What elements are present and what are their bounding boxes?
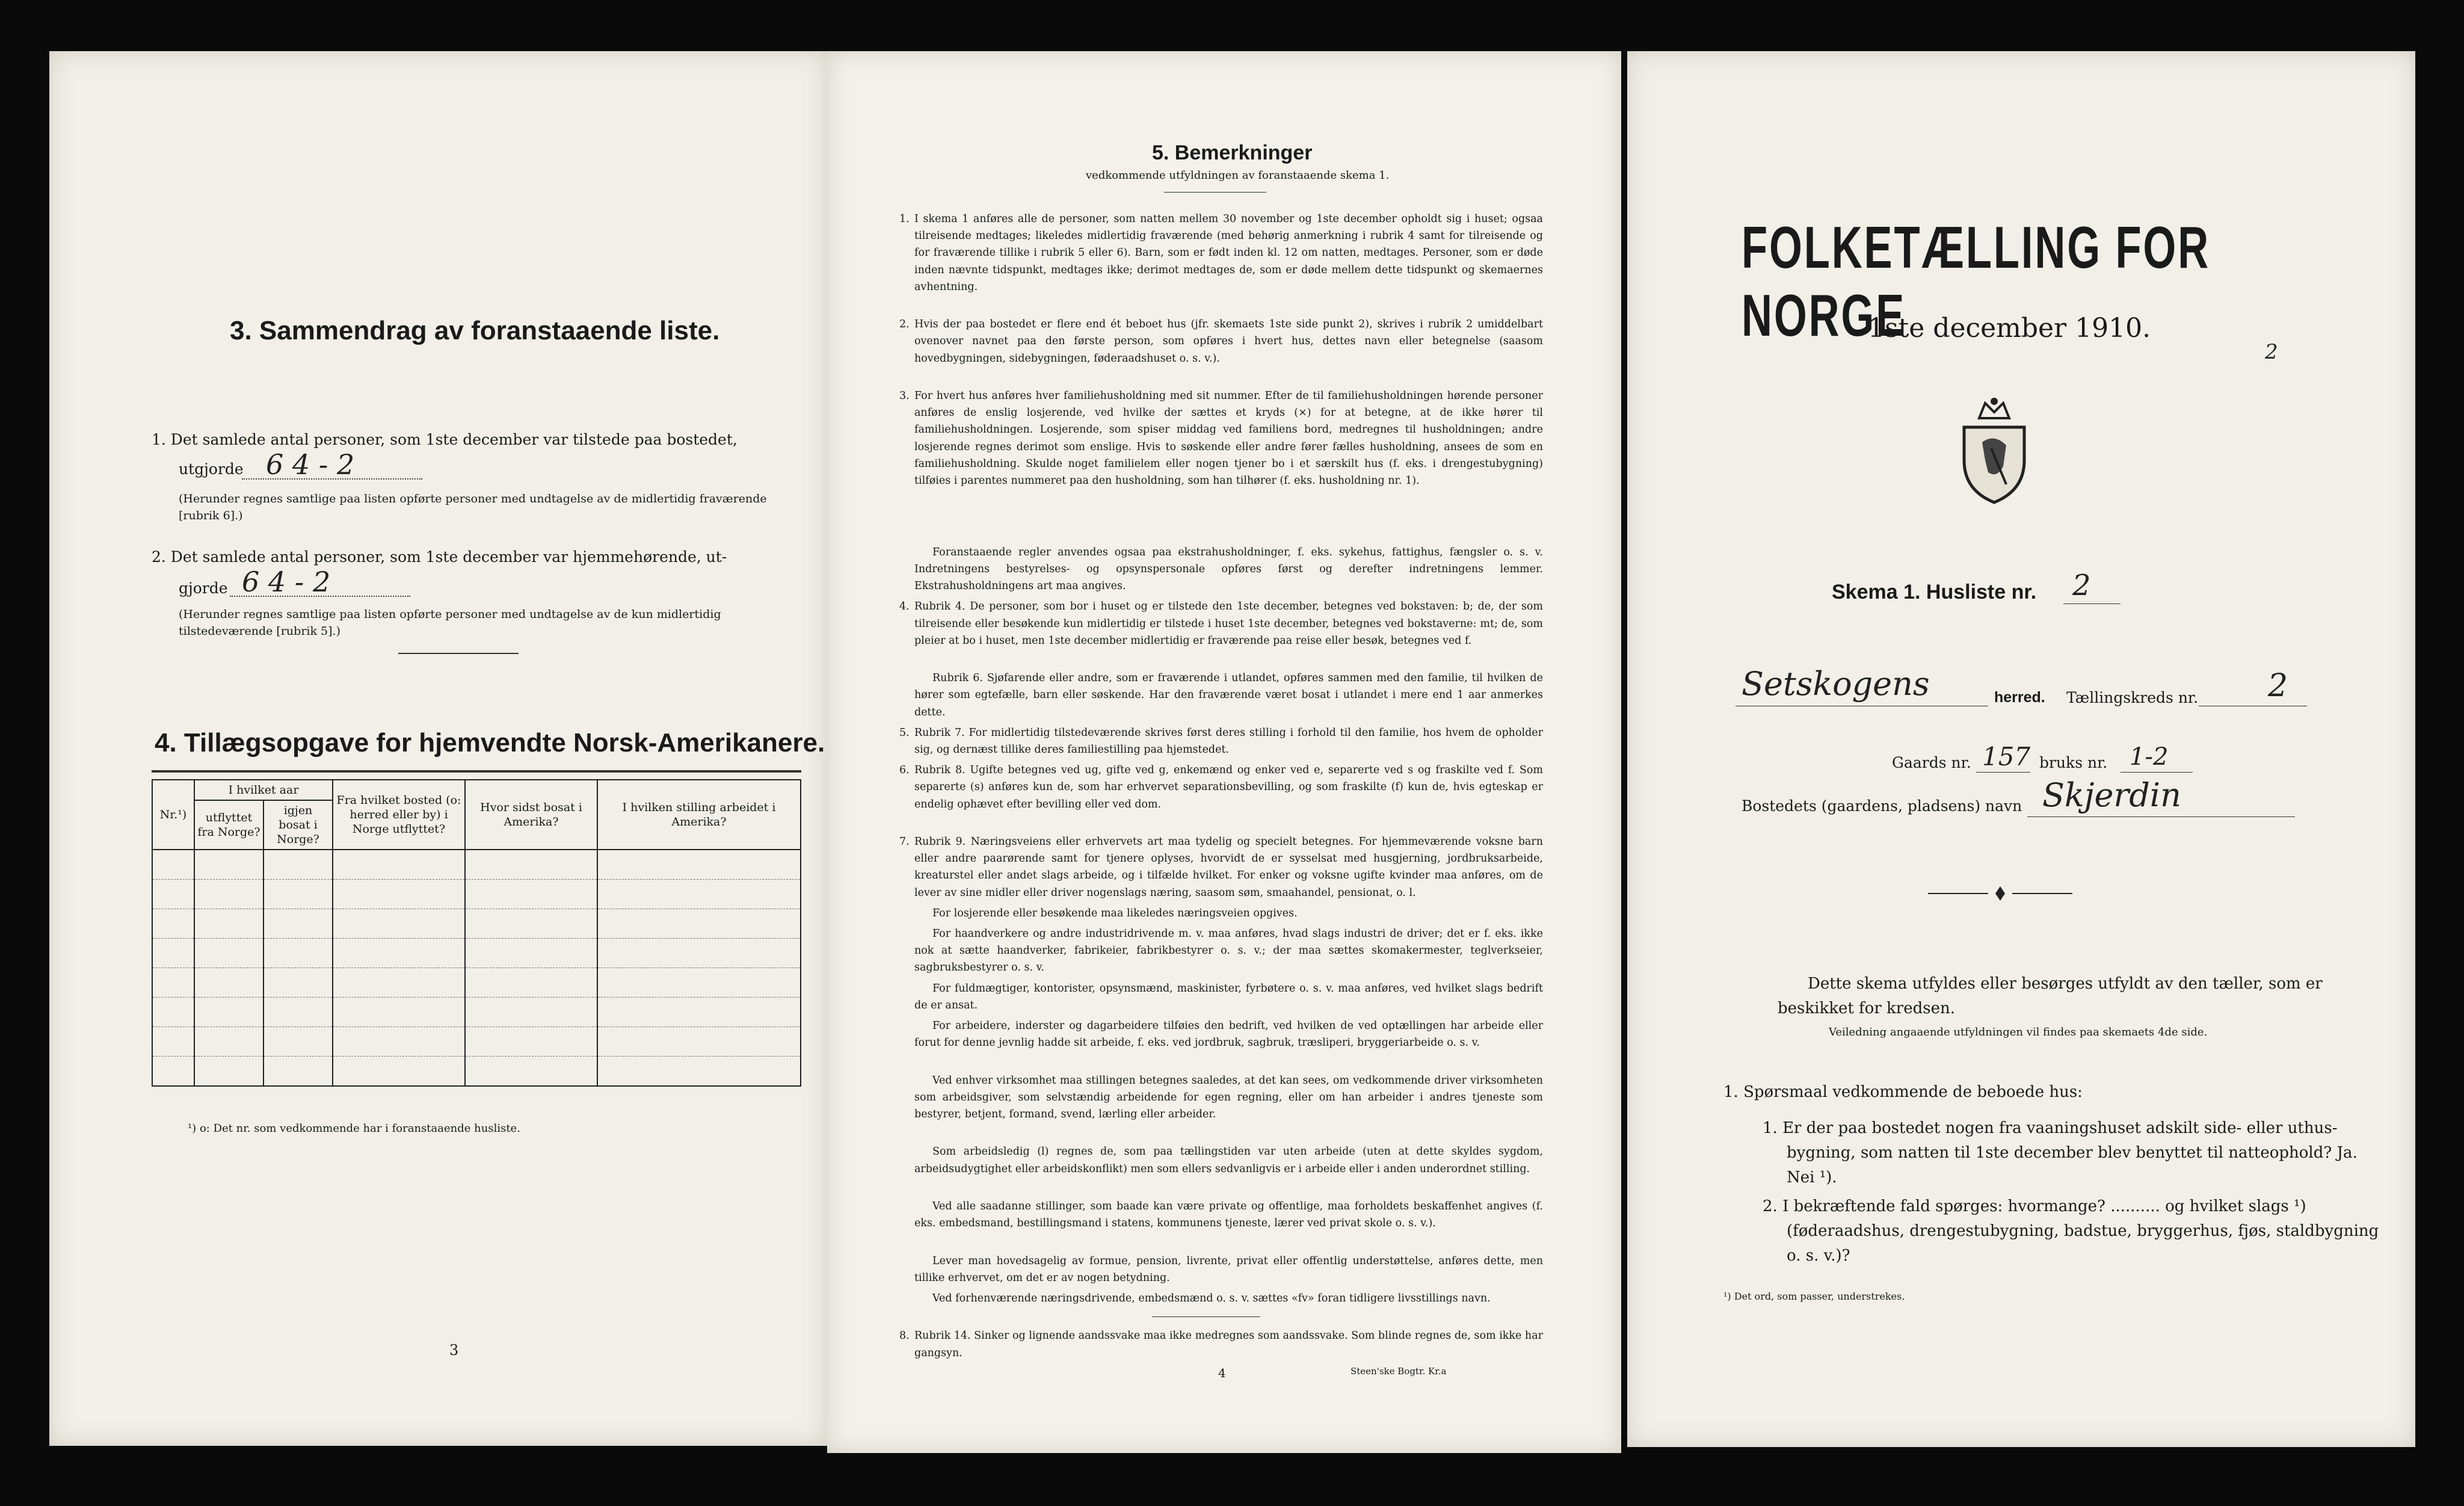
bosted-label: Bostedets (gaardens, pladsens) navn xyxy=(1742,797,2022,815)
right-page xyxy=(1627,51,2415,1447)
remark-text: Rubrik 8. Ugifte betegnes ved ug, gifte ved g, enkemænd og enker ved e, separerte ved s og fraskilte ved f. Som separerte (s) anføres kun de, som har erhvervet separationsbevilling, og som fraskilte (f) kun de, hvis egteskap er endelig ophævet efter bevilling eller ved dom. xyxy=(914,764,1543,810)
skema-label: Skema 1. Husliste nr. xyxy=(1832,581,2037,603)
remark-item xyxy=(914,1072,1543,1123)
subtitle-rule xyxy=(1164,192,1266,193)
section5-subtitle: vedkommende utfyldningen av foranstaaende skema 1. xyxy=(1086,169,1390,182)
coat-of-arms-icon xyxy=(1955,394,2033,505)
herred-value: Setskogens xyxy=(1742,665,1930,703)
remark-text: For haandverkere og andre industridrivende m. v. maa anføres, hvad slags industri de driver; det er f. eks. ikke nok at sætte haandverker, fabrikeier, fabrikbestyrer o. s. v.; der maa sættes skomakermester, teglverkseier, sagbruksbestyrer o. s. v. xyxy=(914,928,1543,974)
remark-item xyxy=(899,316,1543,367)
table-row xyxy=(152,1027,801,1057)
question-1: 1. Er der paa bostedet nogen fra vaaningshuset adskilt side- eller uthus-bygning, som natten til 1ste december blev benyttet til natteophold? Ja. Nei ¹). xyxy=(1763,1119,2358,1187)
husliste-nr-value: 2 xyxy=(2072,569,2091,602)
remark-item xyxy=(914,1253,1543,1286)
table-row xyxy=(152,968,801,998)
table-row xyxy=(152,939,801,968)
col-stilling: I hvilken stilling arbeidet i Amerika? xyxy=(597,780,801,850)
bruks-label: bruks nr. xyxy=(2039,754,2108,771)
herred-label: herred. xyxy=(1994,689,2045,706)
kreds-label: Tællingskreds nr. xyxy=(2066,689,2199,706)
summary-item2-text: 2. Det samlede antal personer, som 1ste december var hjemmehørende, ut- xyxy=(152,548,727,566)
remark-text: For hvert hus anføres hver familiehusholdning med sit nummer. Efter de til familiehusholdningen hørende personer anføres de enslig losjerende, ved hvilke der sættes et kryds (×) for at betegne, at de ikke hører til familiehusholdningen. Losjerende, som spiser middag ved familiens bord, medregnes til husholdningen; andre losjerende regnes derimot som enslige. Hvis to søskende eller andre fører fælles husholdning, ansees de som en familiehusholdning. Skulde noget familielem eller nogen tjener bo i et særskilt hus (f. eks. i drengestubygning) tilføies i parentes nummeret paa den husholdning, som han tilhører (f. eks. husholdning nr. 1). xyxy=(914,390,1543,487)
table-footnote: ¹) o: Det nr. som vedkommende har i foranstaaende husliste. xyxy=(188,1122,520,1135)
husliste-nr-line xyxy=(2063,603,2121,604)
left-page xyxy=(49,51,827,1446)
remark-number: 8. xyxy=(899,1330,910,1342)
bosted-value: Skjerdin xyxy=(2042,776,2181,814)
summary-item1-note: (Herunder regnes samtlige paa listen opførte personer med undtagelse av de midlertidig fraværende [rubrik 6].) xyxy=(179,492,767,522)
summary-item2-label: gjorde xyxy=(179,579,228,597)
remark-text: For losjerende eller besøkende maa likeledes næringsveien opgives. xyxy=(932,907,1298,919)
bosted-line xyxy=(2027,816,2295,817)
section4-title: 4. Tillægsopgave for hjemvendte Norsk-Amerikanere. xyxy=(155,728,825,758)
table-row xyxy=(152,880,801,909)
remark-item xyxy=(914,905,1543,922)
remark-text: Rubrik 9. Næringsveiens eller erhvervets art maa tydelig og specielt betegnes. For hjemmeværende voksne barn eller andre paarørende samt for tjenere oplyses, hvorvidt de er sysselsat med husgjerning, jordbruksarbeide, kreaturstel eller andet slags arbeide, og i tilfælde hvilket. For enker og voksne ugifte kvinder maa anføres, om de lever av sine midler eller driver nogenslags næring, saasom søm, smaahandel, pensionat, o. l. xyxy=(914,836,1543,899)
ornament-icon xyxy=(1928,884,2072,903)
gaards-value: 157 xyxy=(1982,742,2031,771)
remark-text: Hvis der paa bostedet er flere end ét beboet hus (jfr. skemaets 1ste side punkt 2), skrives i rubrik 2 umiddelbart ovenover navnet paa den første person, som opføres i hvert hus, dettes navn eller betegnelse (saasom hovedbygningen, sidebygningen, føderaadshuset o. s. v.). xyxy=(914,318,1543,365)
remark-number: 5. xyxy=(899,726,910,739)
census-title: FOLKETÆLLING FOR NORGE xyxy=(1742,214,2211,348)
kreds-value: 2 xyxy=(2268,668,2288,704)
summary-item2-dotline xyxy=(230,596,410,597)
remark-text: Rubrik 6. Sjøfarende eller andre, som er fraværende i utlandet, opføres sammen med den familie, til hvilken de hører som egtefælle, barn eller søskende. Har den fraværende været bosat i utlandet i mere end 1 aar anmerkes dette. xyxy=(914,672,1543,718)
page-number: 3 xyxy=(449,1342,459,1359)
gaards-label: Gaards nr. xyxy=(1892,754,1971,771)
remark-number: 7. xyxy=(899,836,910,848)
col-amerika-bosat: Hvor sidst bosat i Amerika? xyxy=(465,780,597,850)
remark-item xyxy=(914,544,1543,595)
section5-title: 5. Bemerkninger xyxy=(1152,141,1313,164)
remark-text: Ved forhenværende næringsdrivende, embedsmænd o. s. v. sættes «fv» foran tidligere livsstillings navn. xyxy=(932,1292,1491,1304)
intro-text: Dette skema utfyldes eller besørges utfyldt av den tæller, som er beskikket for kredsen. xyxy=(1778,975,2323,1017)
summary-item2-note: (Herunder regnes samtlige paa listen opførte personer med undtagelse av de kun midlertidig tilstedeværende [rubrik 5].) xyxy=(179,608,721,638)
table-row xyxy=(152,850,801,880)
remark-item xyxy=(899,387,1543,489)
remark-text: Ved alle saadanne stillinger, som baade kan være private og offentlige, maa forholdets beskaffenhet angives (f. eks. embedsmand, bestillingsmand i statens, kommunens tjeneste, lærer ved privat skole o. s. v.). xyxy=(914,1200,1543,1230)
remark-item xyxy=(914,670,1543,721)
table-row xyxy=(152,998,801,1027)
remark-item xyxy=(914,925,1543,977)
remark-item xyxy=(914,1143,1543,1177)
col-group-year: I hvilket aar xyxy=(194,780,333,800)
remark-item xyxy=(914,1017,1543,1051)
remark-text: For arbeidere, inderster og dagarbeidere tilføies den bedrift, ved hvilken de ved optællingen har arbeide eller forut for denne jevnlig hadde sit arbeide, f. eks. ved jordbruk, sagbruk, træsliperi, bryggeriarbeide o. s. v. xyxy=(914,1020,1543,1049)
summary-item1-dotline xyxy=(242,478,422,480)
col-bosted: Fra hvilket bosted (o: herred eller by) i Norge utflyttet? xyxy=(333,780,465,850)
remark-item xyxy=(899,598,1543,649)
summary-item1-value: 6 4 - 2 xyxy=(266,448,355,481)
remark-item xyxy=(899,833,1543,901)
col-utflyttet: utflyttet fra Norge? xyxy=(194,800,263,850)
remark-text: Foranstaaende regler anvendes ogsaa paa ekstrahusholdninger, f. eks. sykehus, fattighus, fængsler o. s. v. Indretningens bestyrelses- og opsynspersonale opføres først og derefter indretningens lemmer. Ekstrahusholdningens art maa angives. xyxy=(914,546,1543,593)
col-bosat-igjen: igjen bosat i Norge? xyxy=(263,800,333,850)
bruks-value: 1-2 xyxy=(2130,743,2169,771)
question-2: 2. I bekræftende fald spørges: hvormange? .......... og hvilket slags ¹) (føderaadshus, drengestubygning, badstue, bryggerhus, fjøs, staldbygning o. s. v.)? xyxy=(1763,1197,2379,1265)
remark-number: 2. xyxy=(899,318,910,331)
norsk-amerikanere-table xyxy=(152,779,801,1087)
remark-item xyxy=(899,724,1543,758)
corner-mark: 2 xyxy=(2265,340,2278,364)
table-row xyxy=(152,909,801,939)
remark-item xyxy=(914,1290,1543,1307)
end-rule xyxy=(1152,1316,1260,1317)
separator-rule xyxy=(398,653,519,654)
table-row xyxy=(152,1057,801,1087)
remark-item xyxy=(899,211,1543,295)
bruks-line xyxy=(2121,772,2193,773)
remark-number: 6. xyxy=(899,764,910,777)
remark-item xyxy=(899,762,1543,813)
remark-item xyxy=(914,1198,1543,1232)
remark-text: Lever man hovedsagelig av formue, pension, livrente, privat eller offentlig understøttelse, anføres dette, men tillike erhvervet, om det er av nogen betydning. xyxy=(914,1254,1543,1284)
remark-item xyxy=(914,980,1543,1014)
page-number: 4 xyxy=(1218,1366,1226,1380)
remark-text: Ved enhver virksomhet maa stillingen betegnes saaledes, at det kan sees, om vedkommende driver virksomheten som arbeidsgiver, som selvstændig arbeidende for egen regning, eller om han arbeider i andres tjeneste som bestyrer, betjent, formand, svend, lærling eller arbeider. xyxy=(914,1074,1543,1120)
summary-item1-text: 1. Det samlede antal personer, som 1ste december var tilstede paa bostedet, xyxy=(152,431,738,448)
section4-rule xyxy=(152,770,801,773)
middle-page xyxy=(827,51,1621,1453)
remark-number: 3. xyxy=(899,390,910,402)
census-date: 1ste december 1910. xyxy=(1868,313,2151,344)
footnote: ¹) Det ord, som passer, understrekes. xyxy=(1723,1291,1905,1302)
remark-text: Som arbeidsledig (l) regnes de, som paa tællingstiden var uten arbeide (uten at dette skyldes sygdom, arbeidsudygtighet eller arbeidskonflikt) men som ellers sedvanligvis er i arbeide eller i anden underordnet stilling. xyxy=(914,1146,1543,1175)
remark-text: Rubrik 14. Sinker og lignende aandssvake maa ikke medregnes som aandssvake. Som blinde regnes de, som ikke har gangsyn. xyxy=(914,1330,1543,1359)
intro-note: Veiledning angaaende utfyldningen vil findes paa skemaets 4de side. xyxy=(1829,1026,2208,1038)
remark-text: Rubrik 7. For midlertidig tilstedeværende skrives først deres stilling i forhold til den familie, hos hvem de opholder sig, og dernæst tillike deres familiestilling paa hjemstedet. xyxy=(914,726,1543,756)
remark-number: 4. xyxy=(899,600,910,613)
col-nr: Nr.¹) xyxy=(152,780,194,850)
remark-text: For fuldmægtiger, kontorister, opsynsmænd, maskinister, fyrbøtere o. s. v. maa anføres, ved hvilket slags bedrift de er ansat. xyxy=(914,982,1543,1011)
summary-item1-label: utgjorde xyxy=(179,460,244,478)
questions-title: 1. Spørsmaal vedkommende de beboede hus: xyxy=(1723,1083,2083,1101)
remark-number: 1. xyxy=(899,213,910,225)
summary-item2-value: 6 4 - 2 xyxy=(242,566,331,598)
remark-text: Rubrik 4. De personer, som bor i huset og er tilstede den 1ste december, betegnes ved bokstaven: b; de, der som tilreisende eller besøkende kun midlertidig er tilstede i huset 1ste december, betegnes ved bokstaverne: mt; de, som pleier at bo i huset, men 1ste december midlertidig er fraværende paa reise eller besøk, betegnes ved f. xyxy=(914,600,1543,647)
remark-text: I skema 1 anføres alle de personer, som natten mellem 30 november og 1ste december opholdt sig i huset; ogsaa tilreisende medtages; likeledes midlertidig fraværende (med behørig anmerkning i rubrik 4 samt for tilreisende og for fraværende tillike i rubrik 5 eller 6). Barn, som er født inden kl. 12 om natten, medtages. Personer, som er døde inden nævnte tidspunkt, medtages ikke; derimot medtages de, som er døde mellem dette tidspunkt og skemaernes avhentning. xyxy=(914,213,1543,293)
remark-item xyxy=(899,1327,1543,1361)
printer-imprint: Steen'ske Bogtr. Kr.a xyxy=(1351,1366,1447,1377)
gaards-line xyxy=(1976,772,2030,773)
section3-title: 3. Sammendrag av foranstaaende liste. xyxy=(230,316,720,345)
